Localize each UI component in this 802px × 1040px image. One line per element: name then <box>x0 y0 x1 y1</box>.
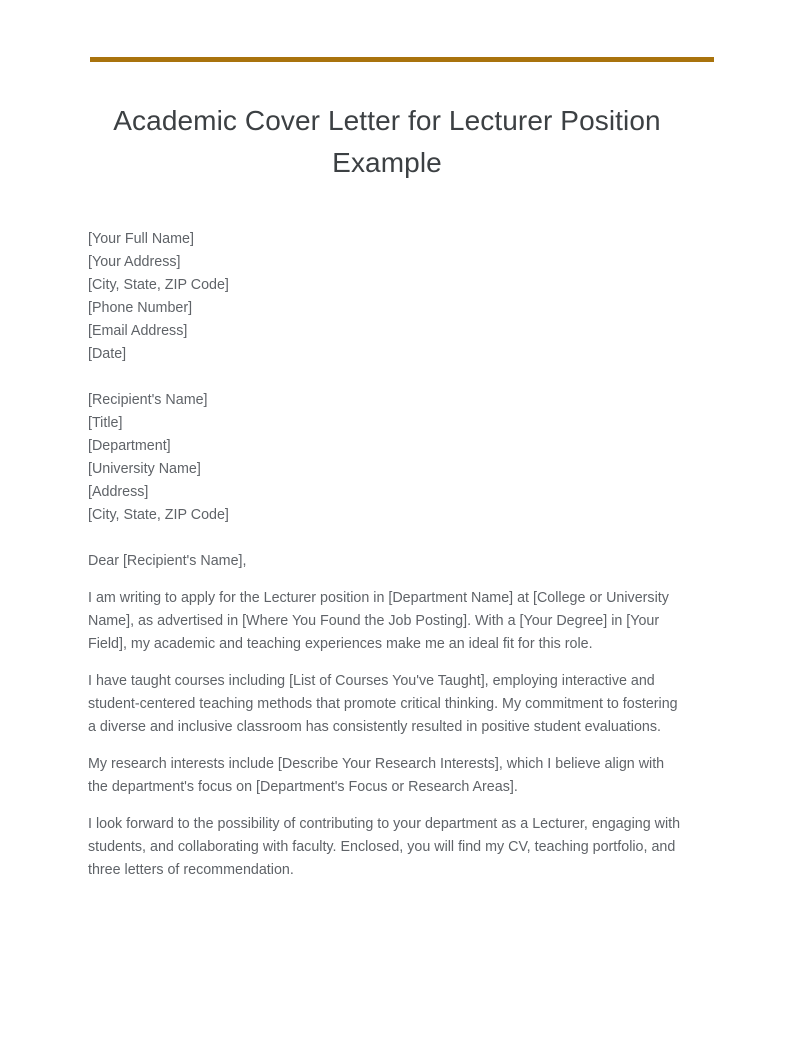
recipient-address-block <box>88 389 686 527</box>
recipient-line-address: [Address] <box>88 484 149 500</box>
recipient-line-name: [Recipient's Name] <box>88 392 208 408</box>
sender-line-date: [Date] <box>88 346 127 362</box>
document-content <box>88 100 686 882</box>
sender-line-address: [Your Address] <box>88 254 181 270</box>
body-paragraph-4: I look forward to the possibility of contributing to your department as a Lecturer, engaging with students, and collaborating with faculty. Enclosed, you will find my CV, teaching portfolio, and three letters of recommendation. <box>88 816 681 878</box>
cover-letter-body <box>88 228 686 882</box>
recipient-line-department: [Department] <box>88 438 171 454</box>
salutation: Dear [Recipient's Name], <box>88 553 247 569</box>
recipient-line-city: [City, State, ZIP Code] <box>88 507 229 523</box>
sender-line-phone: [Phone Number] <box>88 300 193 316</box>
sender-line-email: [Email Address] <box>88 323 188 339</box>
sender-address-block <box>88 228 686 366</box>
recipient-line-university: [University Name] <box>88 461 201 477</box>
sender-line-name: [Your Full Name] <box>88 231 194 247</box>
page-title: Academic Cover Letter for Lecturer Position Example <box>113 105 661 178</box>
body-paragraph-3: My research interests include [Describe Your Research Interests], which I believe align with the department's focus on [Department's Focus or Research Areas]. <box>88 756 665 795</box>
top-accent-rule <box>90 57 714 62</box>
recipient-line-title: [Title] <box>88 415 123 431</box>
body-paragraph-1: I am writing to apply for the Lecturer position in [Department Name] at [College or University Name], as advertised in [Where You Found the Job Posting]. With a [Your Degree] in [Your Field], my academic and teaching experiences make me an ideal fit for this role. <box>88 590 669 652</box>
body-paragraph-2: I have taught courses including [List of Courses You've Taught], employing interactive and student-centered teaching methods that promote critical thinking. My commitment to fostering a diverse and inclusive classroom has consistently resulted in positive student evaluations. <box>88 673 678 735</box>
sender-line-city: [City, State, ZIP Code] <box>88 277 229 293</box>
